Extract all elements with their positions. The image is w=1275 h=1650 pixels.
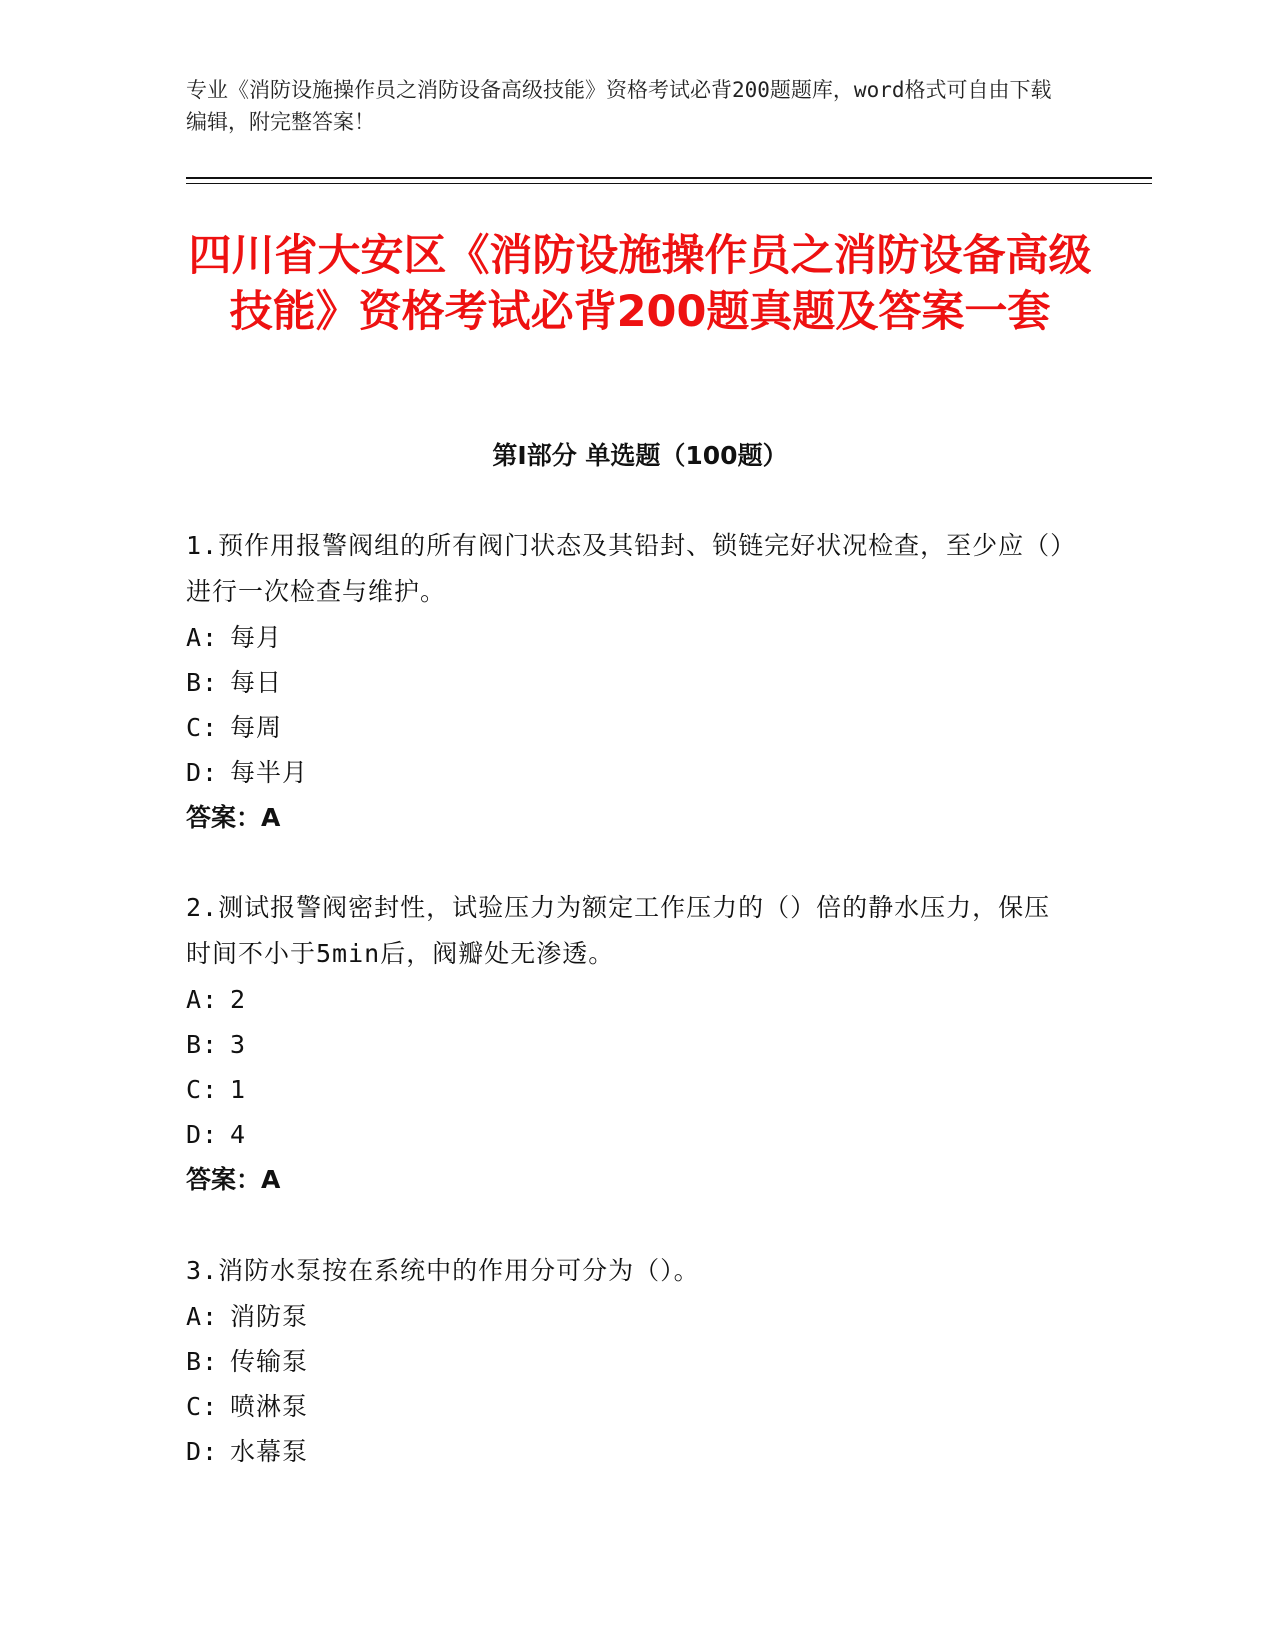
- option-d: [186, 1429, 1066, 1474]
- option-a: [186, 615, 1066, 660]
- question-2: [186, 885, 1066, 1203]
- section-heading: 第Ⅰ部分 单选题（100题）: [492, 441, 788, 470]
- option-b: [186, 1022, 1066, 1067]
- header-note: 专业《消防设施操作员之消防设备高级技能》资格考试必背200题题库，word格式可自由下载编辑，附完整答案！: [186, 78, 1052, 134]
- option-text: 每日: [230, 668, 283, 697]
- question-stem: 2.测试报警阀密封性，试验压力为额定工作压力的（）倍的静水压力，保压时间不小于5min后，阀瓣处无渗透。: [186, 893, 1051, 968]
- option-key: B:: [186, 1347, 219, 1376]
- option-d: [186, 750, 1066, 795]
- option-c: [186, 705, 1066, 750]
- option-key: C:: [186, 1392, 219, 1421]
- option-text: 水幕泵: [230, 1437, 309, 1466]
- option-key: B:: [186, 1030, 219, 1059]
- option-key: A:: [186, 1302, 219, 1331]
- option-key: A:: [186, 623, 219, 652]
- option-text: 1: [230, 1075, 247, 1104]
- question-3: [186, 1248, 1066, 1474]
- option-a: [186, 977, 1066, 1022]
- answer-line: 答案：A: [186, 1165, 281, 1194]
- header-divider-thick: [186, 177, 1152, 179]
- option-b: [186, 660, 1066, 705]
- option-b: [186, 1339, 1066, 1384]
- answer-line: 答案：A: [186, 803, 281, 832]
- question-stem: 3.消防水泵按在系统中的作用分可分为（）。: [186, 1256, 700, 1285]
- option-c: [186, 1384, 1066, 1429]
- option-text: 每半月: [230, 758, 309, 787]
- header-divider-thin: [186, 183, 1152, 184]
- option-a: [186, 1294, 1066, 1339]
- option-key: A:: [186, 985, 219, 1014]
- option-text: 喷淋泵: [230, 1392, 309, 1421]
- option-key: C:: [186, 713, 219, 742]
- option-text: 4: [230, 1120, 247, 1149]
- option-key: B:: [186, 668, 219, 697]
- question-1: [186, 523, 1066, 841]
- document-title: 四川省大安区《消防设施操作员之消防设备高级技能》资格考试必背200题真题及答案一套: [188, 231, 1092, 337]
- option-text: 每月: [230, 623, 283, 652]
- option-text: 每周: [230, 713, 283, 742]
- option-text: 消防泵: [230, 1302, 309, 1331]
- option-key: D:: [186, 1437, 219, 1466]
- option-d: [186, 1112, 1066, 1157]
- option-text: 3: [230, 1030, 247, 1059]
- option-c: [186, 1067, 1066, 1112]
- question-stem: 1.预作用报警阀组的所有阀门状态及其铅封、锁链完好状况检查，至少应（）进行一次检查与维护。: [186, 531, 1064, 606]
- option-key: D:: [186, 1120, 219, 1149]
- option-key: C:: [186, 1075, 219, 1104]
- option-text: 2: [230, 985, 247, 1014]
- option-text: 传输泵: [230, 1347, 309, 1376]
- option-key: D:: [186, 758, 219, 787]
